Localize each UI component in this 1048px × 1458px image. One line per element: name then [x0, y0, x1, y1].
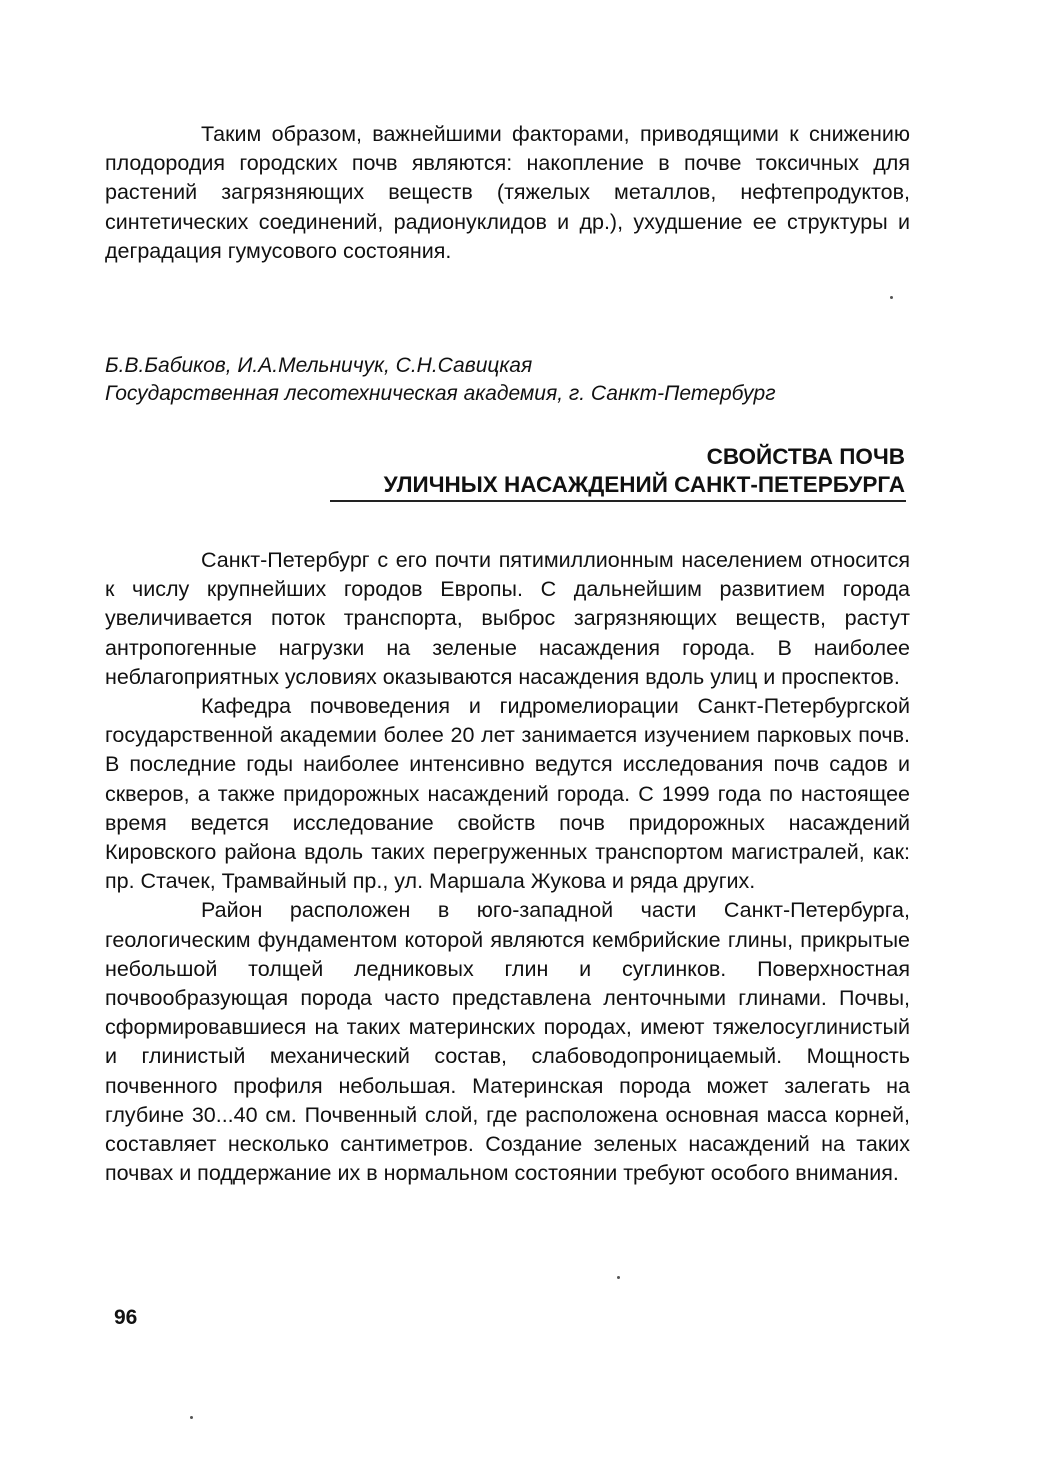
title-underline [330, 500, 906, 502]
title-line-1: СВОЙСТВА ПОЧВ [706, 444, 905, 469]
article-body [105, 546, 910, 1188]
intro-paragraph: Таким образом, важнейшими факторами, приводящими к снижению плодородия городских почв являются: накопление в почве токсичных для растений загрязняющих веществ (тяжелых металлов, нефтепродуктов, синтетических соединений, радионуклидов и др.), ухудшение ее структуры и деградация гумусового состояния. [105, 122, 910, 263]
scan-speck [617, 1276, 620, 1279]
body-paragraph-1: Санкт-Петербург с его почти пятимиллионным населением относится к числу крупнейших городов Европы. С дальнейшим развитием города увеличивается поток транспорта, выброс загрязняющих веществ, растут антропогенные нагрузки на зеленые насаждения города. В наиболее неблагоприятных условиях оказываются насаждения вдоль улиц и проспектов. [105, 548, 910, 689]
page-number: 96 [114, 1306, 138, 1329]
intro-block [105, 120, 910, 266]
article-header [105, 352, 910, 408]
authors: Б.В.Бабиков, И.А.Мельничук, С.Н.Савицкая [105, 354, 533, 377]
affiliation: Государственная лесотехническая академия, г. Санкт-Петербург [105, 382, 776, 405]
scan-speck [890, 296, 893, 299]
scan-speck [190, 1416, 193, 1419]
body-paragraph-2: Кафедра почвоведения и гидромелиорации Санкт-Петербургской государственной академии более 20 лет занимается изучением парковых почв. В последние годы наиболее интенсивно ведутся исследования почв садов и скверов, а также придорожных насаждений города. С 1999 года по настоящее время ведется исследование свойств почв придорожных насаждений Кировского района вдоль таких перегруженных транспортом магистралей, как: пр. Стачек, Трамвайный пр., ул. Маршала Жукова и ряда других. [105, 694, 910, 894]
body-paragraph-3: Район расположен в юго-западной части Санкт-Петербурга, геологическим фундаментом которой являются кембрийские глины, прикрытые небольшой толщей ледниковых глин и суглинков. Поверхностная почвообразующая порода часто представлена ленточными глинами. Почвы, сформировавшиеся на таких материнских породах, имеют тяжелосуглинистый и глинистый механический состав, слабоводопроницаемый. Мощность почвенного профиля небольшая. Материнская порода может залегать на глубине 30...40 см. Почвенный слой, где расположена основная масса корней, составляет несколько сантиметров. Создание зеленых насаждений на таких почвах и поддержание их в нормальном состоянии требуют особого внимания. [105, 898, 910, 1186]
title-line-2: УЛИЧНЫХ НАСАЖДЕНИЙ САНКТ-ПЕТЕРБУРГА [383, 472, 905, 497]
article-title [105, 443, 905, 499]
